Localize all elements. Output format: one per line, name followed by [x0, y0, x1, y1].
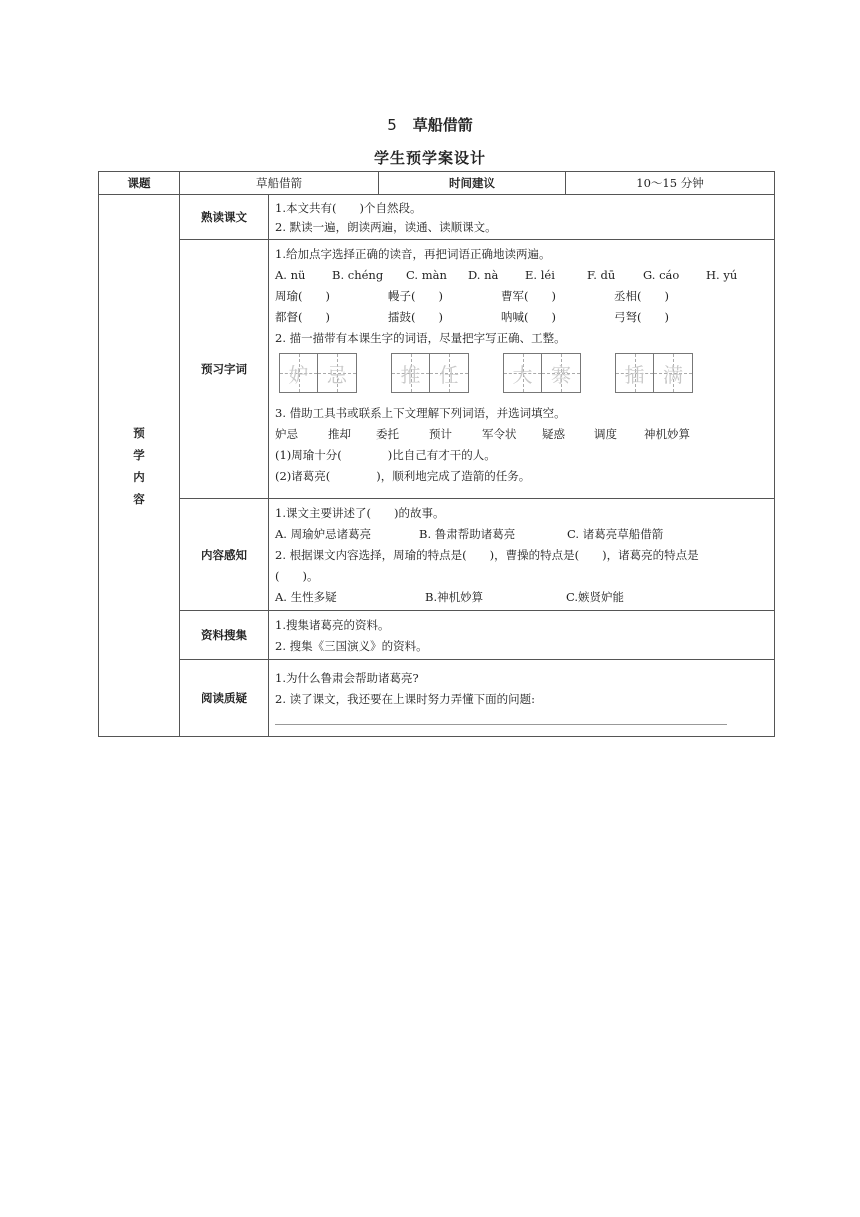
- word-bank-item: 推却: [328, 427, 351, 441]
- topic-value: 草船借箭: [180, 172, 379, 195]
- word-row-1: [275, 286, 768, 307]
- header-row: [99, 172, 775, 195]
- word-bank: [275, 424, 768, 445]
- topic-label: 课题: [99, 172, 180, 195]
- word-item: 幔子( ): [388, 289, 443, 303]
- answer-line[interactable]: [275, 714, 727, 725]
- section-vocab: [99, 240, 775, 499]
- choice-option: A. 生性多疑: [275, 590, 337, 604]
- section-body-vocab: [269, 240, 775, 499]
- section-questions: [99, 660, 775, 737]
- time-label: 时间建议: [379, 172, 566, 195]
- fill-blank-2: (2)诸葛亮( )，顺利地完成了造箭的任务。: [275, 469, 531, 483]
- tracing-char-cell: 妒: [280, 354, 318, 392]
- vocab-q3: 3. 借助工具书或联系上下文理解下列词语，并选词填空。: [275, 406, 566, 420]
- choice-option: B. 鲁肃帮助诸葛亮: [419, 527, 516, 541]
- time-value: 10～15 分钟: [566, 172, 775, 195]
- content-q1: 1.课文主要讲述了( )的故事。: [275, 506, 445, 520]
- word-bank-item: 军令状: [482, 427, 517, 441]
- word-bank-item: 预计: [429, 427, 452, 441]
- lesson-number: 5: [387, 116, 397, 134]
- vocab-q2: 2. 描一描带有本课生字的词语，尽量把字写正确、工整。: [275, 331, 566, 345]
- choice-option: C. 诸葛亮草船借箭: [567, 527, 664, 541]
- pinyin-option: D. nà: [468, 268, 499, 282]
- word-item: 呐喊( ): [501, 310, 556, 324]
- lesson-title: [0, 114, 860, 135]
- tracing-word[interactable]: [391, 353, 469, 393]
- preview-table: [98, 171, 775, 737]
- word-item: 都督( ): [275, 310, 330, 324]
- word-bank-item: 委托: [376, 427, 399, 441]
- choice-option: C.嫉贤妒能: [566, 590, 625, 604]
- choice-option: A. 周瑜妒忌诸葛亮: [275, 527, 372, 541]
- category-char: 内: [133, 469, 145, 484]
- reading-line-2: 2. 默读一遍，朗读两遍，读通、读顺课文。: [275, 220, 497, 234]
- pinyin-option: C. màn: [406, 268, 447, 282]
- word-item: 擂鼓( ): [388, 310, 443, 324]
- section-reading: [99, 195, 775, 240]
- section-body-content: [269, 499, 775, 611]
- pinyin-option: H. yú: [706, 268, 738, 282]
- category-char: 容: [133, 491, 145, 506]
- pinyin-option: B. chéng: [332, 268, 384, 282]
- research-line-1: 1.搜集诸葛亮的资料。: [275, 618, 390, 632]
- pinyin-option: G. cáo: [643, 268, 680, 282]
- tracing-word[interactable]: [615, 353, 693, 393]
- category-char: 学: [133, 447, 145, 462]
- fill-blank-1: (1)周瑜十分( )比自己有才干的人。: [275, 448, 496, 462]
- section-label-questions: 阅读质疑: [180, 660, 269, 737]
- tracing-grid: [275, 349, 768, 397]
- word-bank-item: 疑惑: [542, 427, 565, 441]
- category-cell: [99, 195, 180, 737]
- lesson-name: 草船借箭: [412, 116, 473, 134]
- section-label-reading: 熟读课文: [180, 195, 269, 240]
- tracing-word[interactable]: [503, 353, 581, 393]
- vocab-q1: 1.给加点字选择正确的读音，再把词语正确地读两遍。: [275, 247, 551, 261]
- tracing-char-cell: 寨: [542, 354, 580, 392]
- tracing-char-cell: 满: [654, 354, 692, 392]
- word-bank-item: 妒忌: [275, 427, 298, 441]
- section-body-questions: [269, 660, 775, 737]
- section-label-content: 内容感知: [180, 499, 269, 611]
- tracing-char-cell: 大: [504, 354, 542, 392]
- word-item: 周瑜( ): [275, 289, 330, 303]
- tracing-char-cell: 忌: [318, 354, 356, 392]
- content-q2: 2. 根据课文内容选择，周瑜的特点是( )，曹操的特点是( )，诸葛亮的特点是: [275, 548, 699, 562]
- content-q1-options: [275, 524, 768, 545]
- research-line-2: 2. 搜集《三国演义》的资料。: [275, 639, 428, 653]
- word-row-2: [275, 307, 768, 328]
- pinyin-option: F. dū: [587, 268, 616, 282]
- tracing-char-cell: 插: [616, 354, 654, 392]
- word-bank-item: 调度: [594, 427, 617, 441]
- tracing-char-cell: 任: [430, 354, 468, 392]
- category-char: 预: [133, 425, 145, 440]
- section-research: [99, 611, 775, 660]
- section-content: [99, 499, 775, 611]
- pinyin-options: [275, 265, 768, 286]
- worksheet-subtitle: 学生预学案设计: [373, 149, 486, 167]
- tracing-char-cell: 推: [392, 354, 430, 392]
- word-item: 弓弩( ): [614, 310, 669, 324]
- section-label-research: 资料搜集: [180, 611, 269, 660]
- word-item: 丞相( ): [614, 289, 669, 303]
- tracing-word[interactable]: [279, 353, 357, 393]
- reading-line-1: 1.本文共有( )个自然段。: [275, 201, 422, 215]
- content-q2-cont: ( )。: [275, 569, 319, 583]
- pinyin-option: A. nü: [275, 268, 306, 282]
- questions-line-1: 1.为什么鲁肃会帮助诸葛亮?: [275, 671, 419, 685]
- word-item: 曹军( ): [501, 289, 556, 303]
- section-label-vocab: 预习字词: [180, 240, 269, 499]
- questions-line-2: 2. 读了课文，我还要在上课时努力弄懂下面的问题:: [275, 692, 535, 706]
- choice-option: B.神机妙算: [425, 590, 484, 604]
- section-body-research: [269, 611, 775, 660]
- section-body-reading: [269, 195, 775, 240]
- content-q2-options: [275, 587, 768, 608]
- word-bank-item: 神机妙算: [644, 427, 690, 441]
- pinyin-option: E. léi: [525, 268, 555, 282]
